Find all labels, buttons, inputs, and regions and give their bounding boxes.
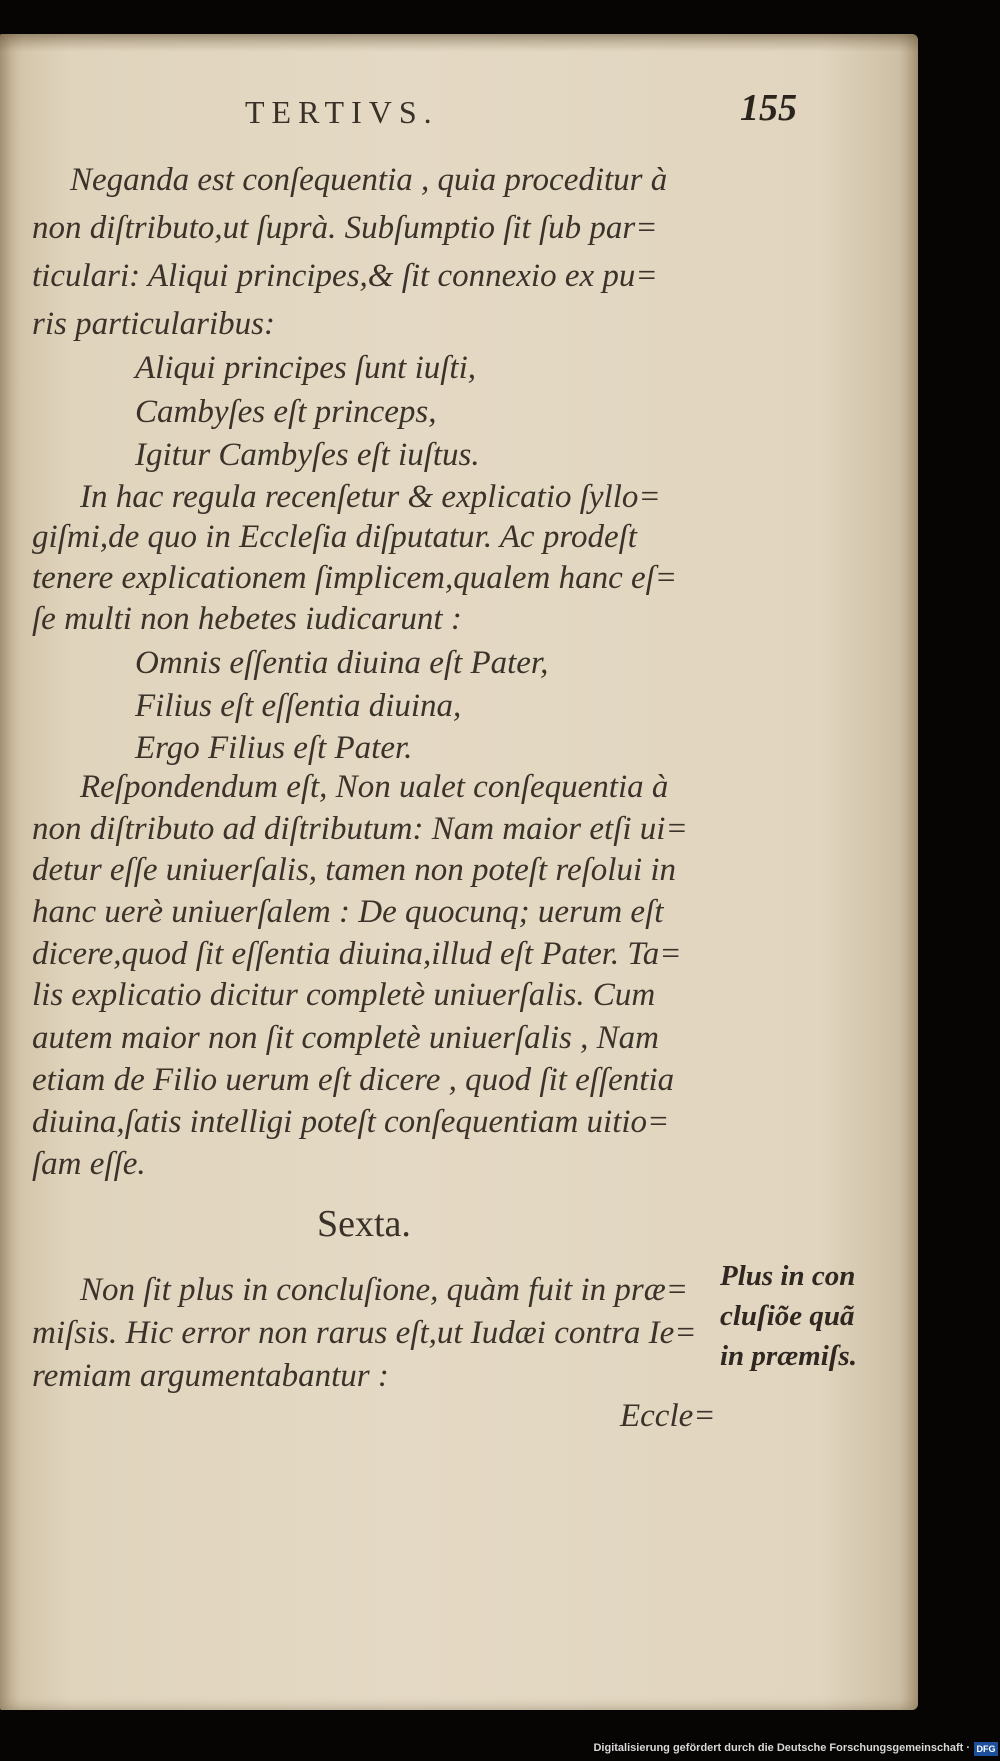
footer-bar [0,1740,1000,1761]
body-line: ris particularibus: [32,306,275,342]
page-number: 155 [740,87,797,129]
body-line: Omnis eſſentia diuina eſt Pater, [135,645,549,681]
body-line: Aliqui principes ſunt iuſti, [135,350,476,386]
funding-credit: Digitalisierung gefördert durch die Deutsche Forschungsgemeinschaft · [593,1742,970,1754]
body-line: autem maior non ſit completè uniuerſalis , Nam [32,1020,659,1056]
marginal-note-line: cluſiõe quã [720,1300,855,1332]
body-line: Reſpondendum eſt, Non ualet conſequentia à [80,769,669,805]
body-line: non diſtributo ad diſtributum: Nam maior etſi ui= [32,811,688,847]
body-line: etiam de Filio uerum eſt dicere , quod ſit eſſentia [32,1062,675,1098]
marginal-note-line: in præmiſs. [720,1340,857,1372]
body-line: Negandа est conſequentia , quia proceditur à [70,162,668,198]
body-line: Igitur Cambyſes eſt iuſtus. [135,437,480,473]
body-line: Cambyſes eſt princeps, [135,394,437,430]
body-line: Filius eſt eſſentia diuina, [135,688,462,724]
page-edge-shadow [0,34,918,52]
body-line: Ergo Filius eſt Pater. [135,730,413,766]
dfg-logo: DFG [974,1742,998,1756]
body-line: ſe multi non hebetes iudicarunt : [32,601,462,637]
body-line: non diſtributo,ut ſuprà. Subſumptio ſit ſub par= [32,210,658,246]
body-line: ſam eſſe. [32,1146,146,1182]
body-line: ticulari: Aliqui principes,& ſit connexio ex pu= [32,258,658,294]
body-line: miſsis. Hic error non rarus eſt,ut Iudæi contra Ie= [32,1315,697,1351]
body-line: giſmi,de quo in Eccleſia diſputatur. Ac prodeſt [32,519,637,555]
section-heading: Sexta. [317,1203,411,1245]
running-head: TERTIVS. [245,94,439,130]
body-line: dicere,quod ſit eſſentia diuina,illud eſt Pater. Ta= [32,936,682,972]
body-line: lis explicatio dicitur completè uniuerſalis. Cum [32,977,656,1013]
catchword: Eccle= [620,1398,716,1434]
marginal-note-line: Plus in con [720,1260,856,1292]
body-line: remiam argumentabantur : [32,1358,389,1394]
body-line: detur eſſe uniuerſalis, tamen non poteſt reſolui in [32,852,677,888]
body-line: tenere explicationem ſimplicem,qualem hanc eſ= [32,560,678,596]
body-line: diuina,ſatis intelligi poteſt conſequentiam uitio= [32,1104,670,1140]
body-line: hanc uerè uniuerſalem : De quocunq; uerum eſt [32,894,664,930]
body-line: Non ſit plus in concluſione, quàm fuit in præ= [80,1272,689,1308]
body-line: In hac regula recenſetur & explicatio ſyllo= [80,479,661,515]
